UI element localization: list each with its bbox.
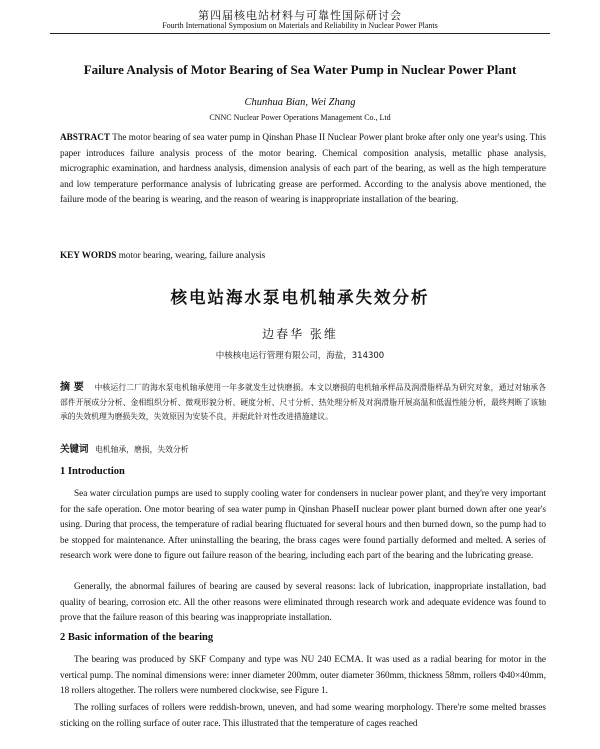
section-heading-introduction: 1 Introduction <box>60 466 125 477</box>
abstract-label: ABSTRACT <box>60 132 111 142</box>
keywords-label: KEY WORDS <box>60 250 117 260</box>
paragraph: Sea water circulation pumps are used to supply cooling water for condensers in nuclear power plant, and they're very important for the safe operation. One motor bearing of sea water pump in Qinshan PhaseII nuclear power plant burned down after one year's using. During that process, the temperature of radial bearing fluctuated for several hours and then burned down, so the pump had to be stopped for maintenance. After uninstalling the bearing, the brass cages were found partially deformed and melted. A series of research work were done to figure out failure reason of the bearing, including each part of the bearing and the lubricating grease. <box>60 488 546 560</box>
paragraph: Generally, the abnormal failures of bearing are caused by several reasons: lack of lubrication, inappropriate installation, bad quality of bearing, corrosion etc. All the other reasons were eliminated through research work and adequate evidence was found to prove that the failure reason of this bearing was inappropriate installation. <box>60 581 546 622</box>
keywords-text: motor bearing, wearing, failure analysis <box>118 250 266 260</box>
keywords-cn-label: 关键词 <box>60 444 89 455</box>
affiliation-cn: 中核核电运行管理有限公司，海盐，314300 <box>215 351 385 361</box>
running-header-cn: 第四届核电站材料与可靠性国际研讨会 <box>198 9 402 22</box>
abstract-cn-text: 中核运行二厂的海水泵电机轴承使用一年多就发生过快磨损。本文以磨损的电机轴承样品及润滑脂样品为研究对象，通过对轴承各部件开展成分分析、金相组织分析、微观形貌分析、硬度分析、尺寸分析、热处理分析及对润滑脂开展高温和低温性能分析，最终判断了该轴承的失效机理为磨损失效，失效原因为安装不良，并据此针对性改进措施建议。 <box>60 383 547 421</box>
running-header-en: Fourth International Symposium on Materials and Reliability in Nuclear Power Plants <box>162 21 438 30</box>
paragraph: The bearing was produced by SKF Company and type was NU 240 ECMA. It was used as a radial bearing for motor in the vertical pump. The nominal dimensions were: inner diameter 200mm, outer diameter 360mm, thickness 58mm, rollers Φ40×40mm, 18 rollers altogether. The rollers were numbered clockwise, see Figure 1. <box>60 654 546 695</box>
authors-en: Chunhua Bian, Wei Zhang <box>244 97 356 108</box>
abstract-en <box>60 130 546 208</box>
section-heading-basic-information: 2 Basic information of the bearing <box>60 632 214 643</box>
paper-title-cn: 核电站海水泵电机轴承失效分析 <box>170 288 430 307</box>
abstract-cn <box>60 381 546 425</box>
affiliation-en: CNNC Nuclear Power Operations Management Co., Ltd <box>209 113 391 122</box>
keywords-en <box>60 248 546 264</box>
paper-title-en: Failure Analysis of Motor Bearing of Sea Water Pump in Nuclear Power Plant <box>83 62 517 77</box>
paragraph: The rolling surfaces of rollers were reddish-brown, uneven, and had some wearing morphology. There're some melted brasses sticking on the rolling surface of outer race. This illustrated that the temperature of cages reached <box>60 702 546 728</box>
keywords-cn <box>60 441 546 455</box>
authors-cn: 边春华 张维 <box>262 327 338 341</box>
abstract-cn-label: 摘 要 <box>60 382 84 393</box>
keywords-cn-text: 电机轴承，磨损，失效分析 <box>95 445 189 454</box>
header-rule <box>50 33 550 34</box>
abstract-text: The motor bearing of sea water pump in Qinshan Phase II Nuclear Power plant broke after only one year's using. This paper introduces failure analysis process of the motor bearing. Chemical composition analysis, metallic phase analysis, micrographic examination, and hardness analysis, dimension analysis of each part of the bearing, as well as the high temperature and low temperature performance analysis of lubricating grease are performed. According to the analysis above mentioned, the failure mode of the bearing is wearing, and the reason of wearing is inappropriate installation of the bearing. <box>60 132 546 204</box>
